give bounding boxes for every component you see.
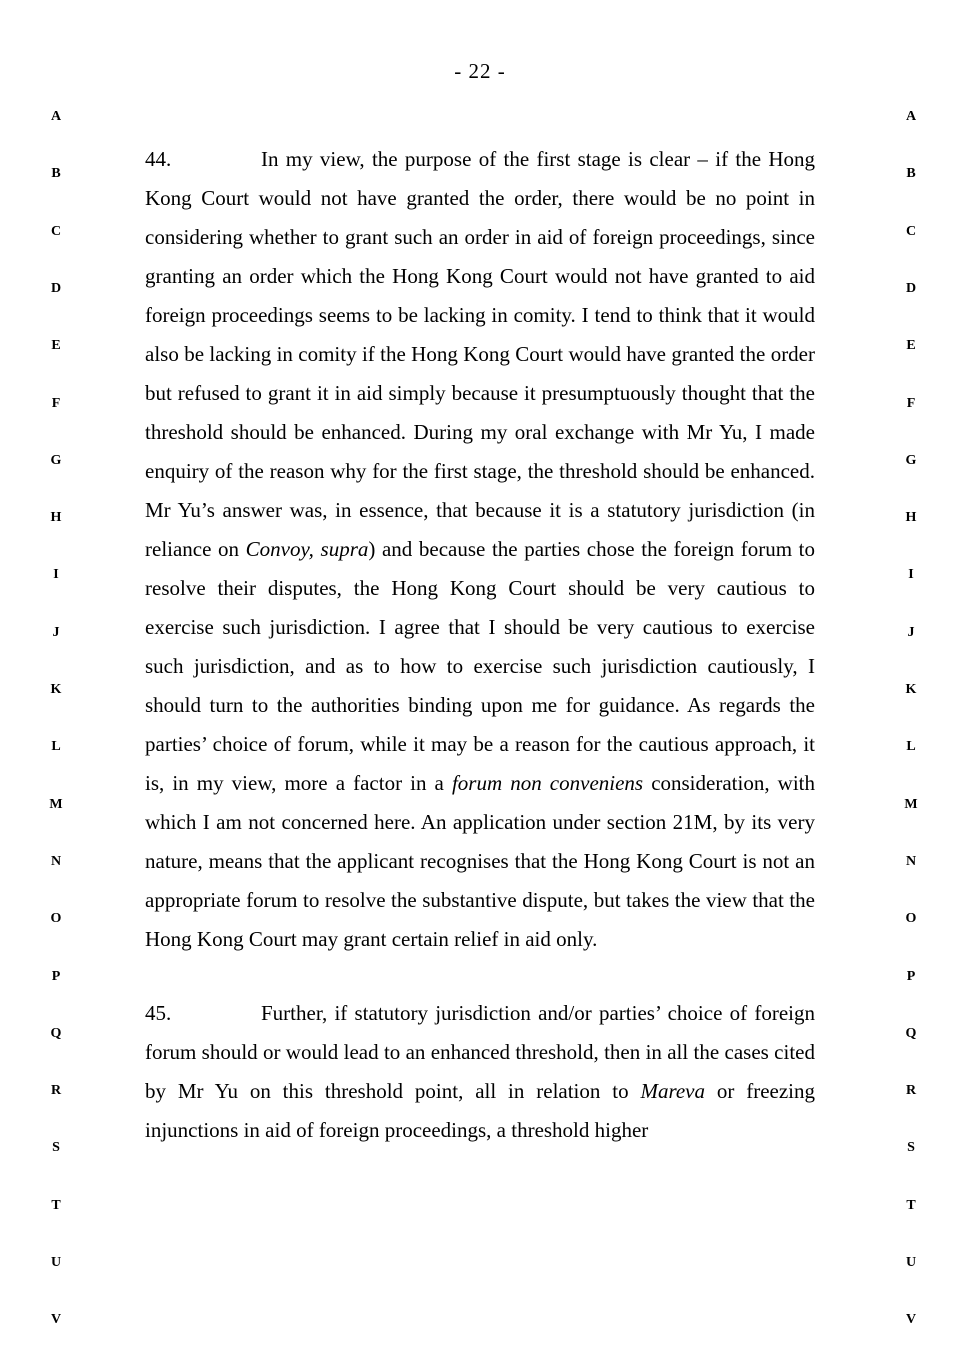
margin-letter: B — [51, 166, 61, 182]
margin-letter: T — [51, 1197, 61, 1213]
margin-letter: J — [907, 624, 915, 640]
margin-letter: Q — [905, 1025, 917, 1041]
margin-letter: I — [908, 567, 914, 583]
margin-letter: N — [905, 853, 917, 869]
margin-letter: D — [905, 280, 917, 296]
margin-letter: U — [905, 1255, 917, 1270]
margin-letter: T — [906, 1197, 916, 1213]
italic-citation: Mareva — [640, 1079, 705, 1103]
italic-citation: forum non conveniens — [451, 771, 644, 795]
margin-letter: S — [907, 1140, 915, 1156]
margin-letter: L — [906, 739, 916, 755]
margin-letter: J — [52, 624, 60, 640]
margin-letter: E — [906, 338, 916, 354]
margin-letter: S — [52, 1140, 60, 1156]
margin-letter: O — [50, 911, 62, 927]
margin-letter: G — [905, 452, 917, 468]
margin-letter: R — [50, 1083, 62, 1099]
paragraph-text: ) and because the parties chose the foreign forum to resolve their disputes, the Hong Kong Court should be very cautious to exercise such jurisdiction. I agree that I should be very cautious to exercise such jurisdiction, and as to how to exercise such jurisdiction cautiously, I should turn to the authorities binding upon me for guidance. As regards the parties’ choice of forum, while it may be a reason for the cautious approach, it is, in my view, more a factor in a — [145, 537, 816, 795]
margin-letter: D — [50, 280, 62, 296]
margin-letter: F — [51, 395, 61, 411]
margin-letter: B — [906, 166, 916, 182]
margin-letter: N — [50, 853, 62, 869]
paragraph-text: consideration, with which I am not concerned here. An application under section 21M, by its very nature, means that the applicant recognises that the Hong Kong Court is not an appropriate forum to resolve the substantive dispute, but takes the view that the Hong Kong Court may grant certain relief in aid only. — [145, 771, 815, 951]
margin-letter: Q — [50, 1025, 62, 1041]
margin-letter: R — [905, 1083, 917, 1099]
margin-letter: H — [50, 510, 62, 526]
right-margin-letters — [901, 0, 921, 1358]
paragraph-number: 44. — [145, 147, 172, 171]
margin-letter: C — [905, 223, 917, 239]
margin-letter: C — [50, 223, 62, 239]
margin-letter: U — [50, 1255, 62, 1270]
margin-letter: V — [50, 1312, 62, 1328]
paragraph-text: In my view, the purpose of the first stage is clear – if the Hong Kong Court would not have granted the order, there would be no point in considering whether to grant such an order in aid of foreign proceedings, since granting an order which the Hong Kong Court would not have granted to aid foreign proceedings seems to be lacking in comity. I tend to think that it would also be lacking in comity if the Hong Kong Court would have granted the order but refused to grant it in aid simply because it presumptuously thought that the threshold should be enhanced. During my oral exchange with Mr Yu, I made enquiry of the reason why for the first stage, the threshold should be enhanced. Mr Yu’s answer was, in essence, that because it is a statutory jurisdiction (in reliance on — [145, 147, 815, 561]
margin-letter: K — [50, 682, 62, 697]
margin-letter: G — [50, 452, 62, 468]
margin-letter: A — [50, 109, 62, 124]
italic-citation: Convoy, supra — [245, 537, 369, 561]
margin-letter: K — [905, 682, 917, 697]
margin-letter: M — [49, 796, 63, 812]
margin-letter: E — [51, 338, 61, 354]
paragraph-text: or freezing injunctions in aid of foreign proceedings, a threshold higher — [145, 1079, 816, 1142]
margin-letter: M — [904, 796, 918, 812]
paragraph — [145, 994, 815, 1150]
margin-letter: O — [905, 911, 917, 927]
margin-letter: L — [51, 739, 61, 755]
judgment-body — [145, 140, 815, 1150]
paragraph-text: Further, if statutory jurisdiction and/or parties’ choice of foreign forum should or would lead to an enhanced threshold, then in all the cases cited by Mr Yu on this threshold point, all in relation to — [145, 1001, 815, 1103]
margin-letter: H — [905, 510, 917, 526]
margin-letter: P — [51, 968, 61, 984]
margin-letter: P — [906, 968, 916, 984]
page-number: - 22 - — [454, 59, 506, 83]
paragraph — [145, 140, 815, 959]
paragraph-number: 45. — [145, 1001, 172, 1025]
left-margin-letters — [46, 0, 66, 1358]
margin-letter: A — [905, 109, 917, 124]
margin-letter: V — [905, 1312, 917, 1328]
margin-letter: I — [53, 567, 59, 583]
margin-letter: F — [906, 395, 916, 411]
